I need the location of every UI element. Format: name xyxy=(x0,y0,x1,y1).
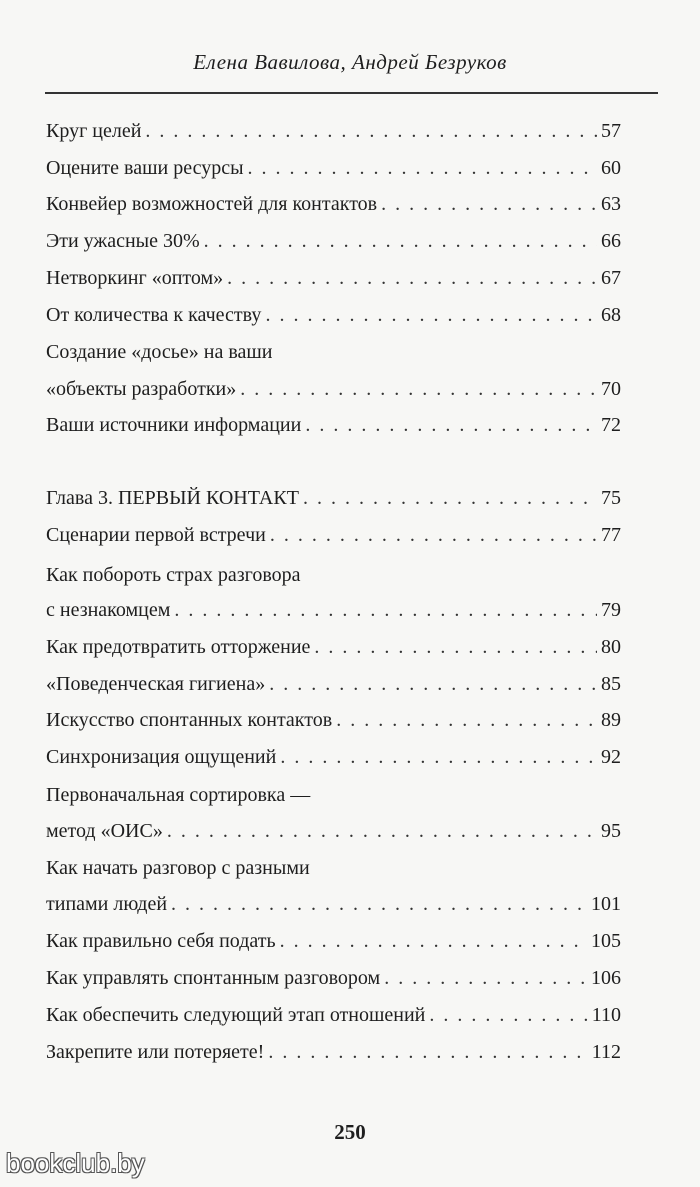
toc-entry xyxy=(46,153,621,183)
toc-entry-title: Ваши источники информации xyxy=(46,414,302,436)
toc-entry xyxy=(46,1000,621,1030)
leader-dots xyxy=(167,816,597,846)
toc-entry xyxy=(46,816,621,846)
toc-entry xyxy=(46,669,621,699)
toc-entry-title: Как правильно себя подать xyxy=(46,930,276,952)
toc-entry-title: Как начать разговор с разными xyxy=(46,857,310,879)
toc-entry-title: Как управлять спонтанным разговором xyxy=(46,967,381,989)
toc-entry-page: 110 xyxy=(591,1004,621,1026)
toc-entry-title: Первоначальная сортировка — xyxy=(46,784,311,806)
toc-entry-page: 66 xyxy=(601,230,621,252)
toc-entry-title: Синхронизация ощущений xyxy=(46,746,277,768)
toc-entry xyxy=(46,595,621,625)
toc-entry xyxy=(46,926,621,956)
leader-dots xyxy=(270,520,597,550)
leader-dots xyxy=(265,300,597,330)
toc-entry xyxy=(46,1037,621,1067)
toc-entry-page: 63 xyxy=(601,193,621,215)
toc-entry-page: 60 xyxy=(601,157,621,179)
toc-entry-page: 89 xyxy=(601,709,621,731)
leader-dots xyxy=(303,483,597,513)
leader-dots xyxy=(305,410,597,440)
leader-dots xyxy=(381,189,597,219)
toc-entry-page: 77 xyxy=(601,524,621,546)
toc-entry xyxy=(46,632,621,662)
toc-entry-title: Закрепите или потеряете! xyxy=(46,1041,265,1063)
toc-entry-page: 95 xyxy=(601,820,621,842)
toc-entry xyxy=(46,374,621,404)
site-watermark: bookclub.by xyxy=(6,1148,145,1178)
toc-entry-title: Конвейер возможностей для контактов xyxy=(46,193,378,215)
toc-entry xyxy=(46,705,621,735)
leader-dots xyxy=(314,632,597,662)
toc-entry xyxy=(46,300,621,330)
toc-entry-title: «Поведенческая гигиена» xyxy=(46,673,266,695)
toc-entry-page: 79 xyxy=(601,599,621,621)
toc-entry-title: Глава 3. ПЕРВЫЙ КОНТАКТ xyxy=(46,487,299,509)
leader-dots xyxy=(429,1000,587,1030)
toc-entry-page: 101 xyxy=(591,893,621,915)
leader-dots xyxy=(248,153,597,183)
toc-entry-page: 80 xyxy=(601,636,621,658)
toc-entry-title: с незнакомцем xyxy=(46,599,171,621)
toc-entry xyxy=(46,889,621,919)
toc-entry xyxy=(46,963,621,993)
toc-entry-title: Как обеспечить следующий этап отношений xyxy=(46,1004,426,1026)
toc-entry-page: 57 xyxy=(601,120,621,142)
toc-entry-page: 92 xyxy=(601,746,621,768)
leader-dots xyxy=(336,705,597,735)
toc-entry xyxy=(46,410,621,440)
leader-dots xyxy=(280,926,587,956)
toc-entry xyxy=(46,116,621,146)
toc-entry-title: «объекты разработки» xyxy=(46,378,237,400)
toc-entry-title: Эти ужасные 30% xyxy=(46,230,200,252)
leader-dots xyxy=(280,742,597,772)
leader-dots xyxy=(174,595,597,625)
toc-entry-title: Оцените ваши ресурсы xyxy=(46,157,244,179)
toc-entry xyxy=(46,742,621,772)
toc-entry-title: Сценарии первой встречи xyxy=(46,524,266,546)
leader-dots xyxy=(269,669,597,699)
toc-entry xyxy=(46,263,621,293)
toc-entry-title: типами людей xyxy=(46,893,168,915)
running-head: Елена Вавилова, Андрей Безруков xyxy=(193,50,507,74)
toc-entry-page: 75 xyxy=(601,487,621,509)
toc-entry-page: 105 xyxy=(591,930,621,952)
toc-entry-page: 85 xyxy=(601,673,621,695)
toc-entry-page: 112 xyxy=(591,1041,621,1063)
toc-entry-title: метод «ОИС» xyxy=(46,820,163,842)
toc-entry-first-line xyxy=(46,853,621,883)
toc-entry-first-line xyxy=(46,780,621,810)
toc-entry-title: Создание «досье» на ваши xyxy=(46,341,273,363)
toc-entry-page: 70 xyxy=(601,378,621,400)
leader-dots xyxy=(171,889,587,919)
leader-dots xyxy=(204,226,597,256)
toc-entry xyxy=(46,226,621,256)
toc-entry-page: 68 xyxy=(601,304,621,326)
toc-entry-title: Нетворкинг «оптом» xyxy=(46,267,224,289)
toc-chapter-entry xyxy=(46,483,621,513)
toc-entry-title: От количества к качеству xyxy=(46,304,262,326)
toc-entry xyxy=(46,189,621,219)
toc-entry xyxy=(46,520,621,550)
toc-entry-page: 106 xyxy=(591,967,621,989)
leader-dots xyxy=(145,116,597,146)
toc-entry-first-line xyxy=(46,337,621,367)
toc-entry-title: Как побороть страх разговора xyxy=(46,564,301,586)
leader-dots xyxy=(268,1037,587,1067)
leader-dots xyxy=(227,263,597,293)
leader-dots xyxy=(240,374,597,404)
toc-entry-page: 72 xyxy=(601,414,621,436)
toc-entry-title: Искусство спонтанных контактов xyxy=(46,709,333,731)
toc-entry-title: Круг целей xyxy=(46,120,142,142)
leader-dots xyxy=(384,963,587,993)
toc-entry-page: 67 xyxy=(601,267,621,289)
toc-entry-title: Как предотвратить отторжение xyxy=(46,636,311,658)
toc-entry-first-line xyxy=(46,560,621,590)
page-number: 250 xyxy=(334,1120,366,1144)
header-rule xyxy=(45,92,658,94)
